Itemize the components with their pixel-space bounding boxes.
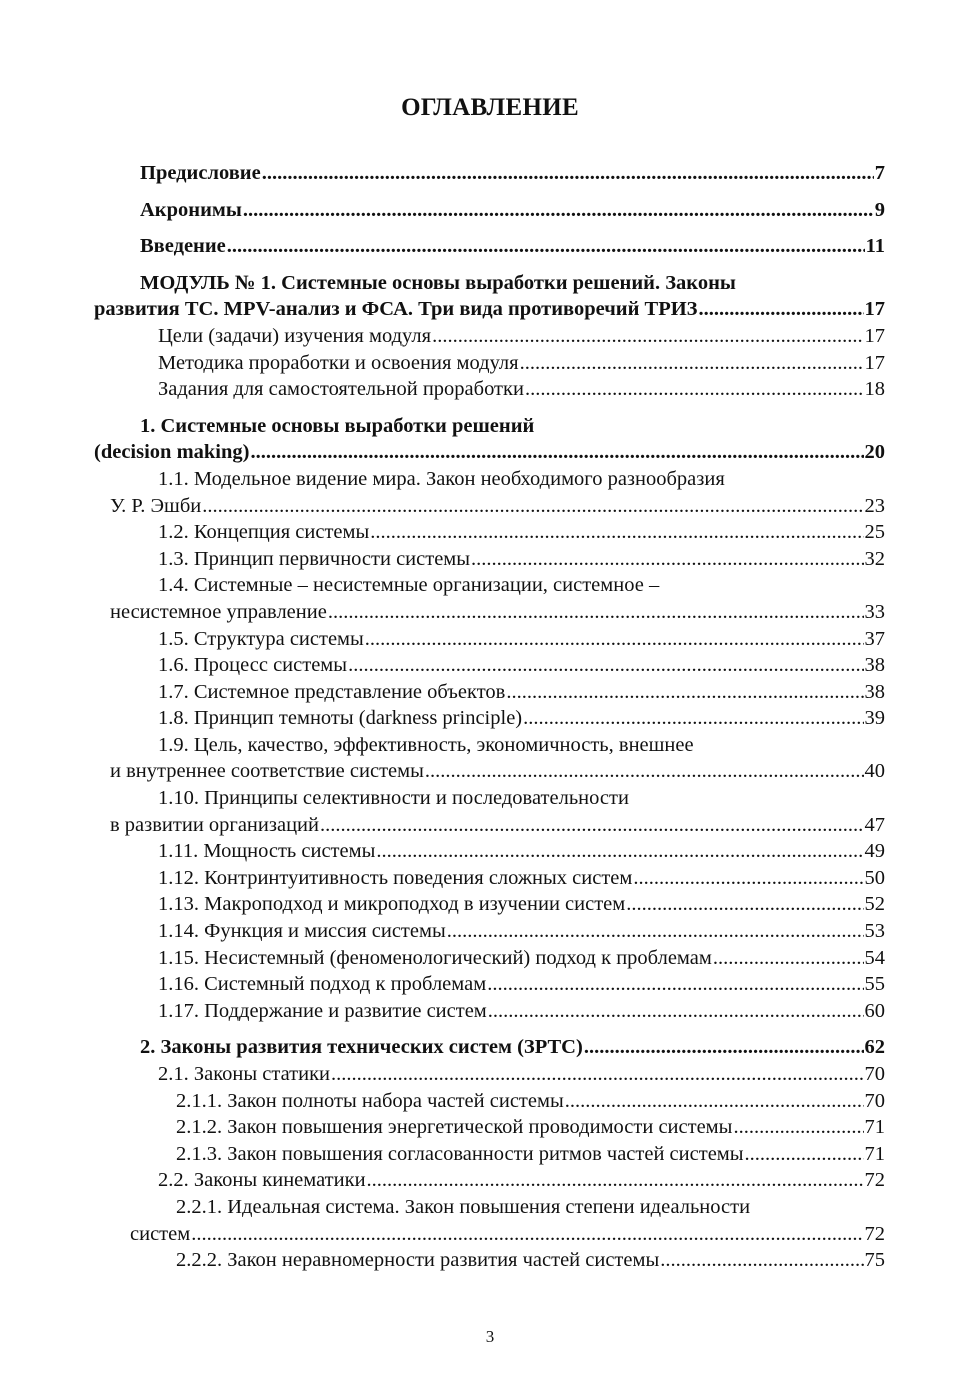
toc-entry-title: 1.2. Концепция системы: [158, 521, 370, 544]
table-of-contents: [0, 160, 980, 1274]
dot-leader: [523, 705, 863, 732]
toc-entry: [0, 572, 980, 625]
toc-entry: [0, 1194, 980, 1247]
toc-entry: [0, 891, 980, 918]
toc-entry: [0, 1061, 980, 1088]
dot-leader: [365, 626, 864, 653]
toc-entry: [0, 838, 980, 865]
toc-page-number: 32: [864, 547, 885, 570]
toc-entry: [0, 350, 980, 377]
toc-entry-title: и внутреннее соответствие системы: [110, 760, 424, 783]
toc-page-number: 62: [864, 1036, 885, 1059]
toc-entry: [0, 1167, 980, 1194]
dot-leader: [370, 519, 863, 546]
toc-page-number: 40: [864, 760, 885, 783]
toc-entry-title: 2.1.2. Закон повышения энергетической проводимости системы: [176, 1116, 733, 1139]
toc-entry-title-first-line: 1.10. Принципы селективности и последовательности: [158, 787, 629, 810]
dot-leader: [432, 323, 863, 350]
toc-entry: [0, 413, 980, 466]
toc-entry-title: несистемное управление: [110, 600, 327, 623]
toc-entry-title: 1.12. Контринтуитивность поведения сложных систем: [158, 866, 633, 889]
toc-entry: [0, 519, 980, 546]
toc-entry-title: Цели (задачи) изучения модуля: [158, 324, 432, 347]
dot-leader: [660, 1247, 863, 1274]
toc-page-number: 9: [874, 198, 885, 221]
toc-entry: [0, 270, 980, 323]
dot-leader: [745, 1141, 864, 1168]
dot-leader: [525, 376, 864, 403]
toc-page-number: 50: [864, 866, 885, 889]
dot-leader: [487, 971, 863, 998]
toc-entry-title: 1.8. Принцип темноты (darkness principle): [158, 707, 523, 730]
toc-entry-title: систем: [130, 1222, 191, 1245]
toc-entry-title: 1.14. Функция и миссия системы: [158, 920, 446, 943]
toc-entry: [0, 732, 980, 785]
toc-page-number: 70: [864, 1089, 885, 1112]
toc-entry: [0, 971, 980, 998]
toc-entry-title-first-line: МОДУЛЬ № 1. Системные основы выработки решений. Законы: [140, 271, 736, 294]
toc-entry-title: У. Р. Эшби: [110, 494, 202, 517]
toc-entry: [0, 546, 980, 573]
toc-entry: [0, 466, 980, 519]
dot-leader: [713, 945, 864, 972]
toc-page-number: 25: [864, 521, 885, 544]
toc-page-number: 20: [864, 441, 885, 464]
dot-leader: [488, 998, 864, 1025]
toc-entry: [0, 1247, 980, 1274]
toc-page-number: 38: [864, 654, 885, 677]
toc-entry: [0, 160, 980, 187]
page-number: 3: [485, 1327, 495, 1346]
toc-page-number: 17: [864, 324, 885, 347]
toc-entry-title: 2.1.3. Закон повышения согласованности ритмов частей системы: [176, 1142, 744, 1165]
toc-entry: [0, 918, 980, 945]
toc-entry: [0, 626, 980, 653]
toc-entry-title: Методика проработки и освоения модуля: [158, 351, 519, 374]
toc-entry-title: 2. Законы развития технических систем (ЗРТС): [140, 1036, 583, 1059]
toc-page-number: 52: [864, 893, 885, 916]
dot-leader: [191, 1221, 863, 1248]
dot-leader: [447, 918, 864, 945]
toc-entry-title: 2.1. Законы статики: [158, 1063, 331, 1085]
toc-entry-title: развития ТС. MPV-анализ и ФСА. Три вида противоречий ТРИЗ: [94, 298, 698, 321]
toc-page-number: 55: [864, 973, 885, 996]
toc-entry: [0, 945, 980, 972]
toc-entry-title: Акронимы: [140, 198, 242, 221]
dot-leader: [520, 350, 864, 377]
toc-entry: [0, 376, 980, 403]
dot-leader: [320, 812, 864, 839]
toc-page-number: 18: [864, 378, 885, 401]
toc-page-number: 17: [864, 351, 885, 374]
toc-entry-title: Предисловие: [140, 162, 261, 184]
dot-leader: [328, 599, 864, 626]
toc-page-number: 38: [864, 680, 885, 703]
dot-leader: [367, 1167, 864, 1194]
toc-entry: [0, 1034, 980, 1061]
toc-entry-title: 1.5. Структура системы: [158, 627, 364, 650]
toc-page-number: 7: [874, 162, 885, 184]
dot-leader: [331, 1061, 863, 1088]
toc-page-number: 37: [864, 627, 885, 650]
toc-entry-title-first-line: 1. Системные основы выработки решений: [140, 414, 535, 437]
toc-entry: [0, 197, 980, 224]
toc-page-number: 75: [864, 1249, 885, 1272]
toc-entry-title: Задания для самостоятельной проработки: [158, 378, 524, 401]
toc-entry: [0, 323, 980, 350]
toc-entry: [0, 652, 980, 679]
dot-leader: [633, 865, 863, 892]
toc-entry-title: 2.2.2. Закон неравномерности развития частей системы: [176, 1249, 660, 1272]
toc-entry-title: 1.6. Процесс системы: [158, 654, 348, 677]
toc-page-number: 47: [864, 813, 885, 836]
dot-leader: [425, 758, 864, 785]
dot-leader: [565, 1088, 864, 1115]
dot-leader: [376, 838, 863, 865]
toc-entry-title-first-line: 1.4. Системные – несистемные организации, системное –: [158, 574, 660, 597]
dot-leader: [626, 891, 863, 918]
toc-entry: [0, 865, 980, 892]
toc-page-number: 53: [864, 920, 885, 943]
toc-entry-title: 2.2. Законы кинематики: [158, 1169, 366, 1192]
dot-leader: [227, 233, 865, 260]
dot-leader: [584, 1034, 864, 1061]
toc-entry: [0, 679, 980, 706]
toc-entry-title-first-line: 1.9. Цель, качество, эффективность, экономичность, внешнее: [158, 733, 694, 756]
toc-page-number: 11: [865, 235, 885, 258]
toc-page-number: 49: [864, 840, 885, 863]
toc-entry-title: 1.17. Поддержание и развитие систем: [158, 999, 487, 1022]
toc-entry-title: (decision making): [94, 441, 250, 464]
toc-entry: [0, 998, 980, 1025]
dot-leader: [202, 493, 863, 520]
toc-page-number: 71: [864, 1116, 885, 1139]
toc-page-number: 70: [864, 1063, 885, 1085]
toc-entry: [0, 785, 980, 838]
toc-page-number: 54: [864, 946, 885, 969]
toc-entry-title: 1.16. Системный подход к проблемам: [158, 973, 487, 996]
page-title: ОГЛАВЛЕНИЕ: [401, 94, 579, 121]
dot-leader: [250, 439, 863, 466]
dot-leader: [262, 160, 874, 187]
toc-page-number: 23: [864, 494, 885, 517]
toc-page-number: 72: [864, 1222, 885, 1245]
toc-entry-title: 1.15. Несистемный (феноменологический) подход к проблемам: [158, 946, 712, 969]
toc-page-number: 39: [864, 707, 885, 730]
toc-entry-title: 2.1.1. Закон полноты набора частей системы: [176, 1089, 564, 1112]
toc-page-number: 72: [864, 1169, 885, 1192]
toc-entry-title-first-line: 2.2.1. Идеальная система. Закон повышения степени идеальности: [176, 1195, 751, 1218]
dot-leader: [733, 1114, 863, 1141]
toc-entry: [0, 1141, 980, 1168]
toc-entry: [0, 1114, 980, 1141]
toc-entry-title: 1.3. Принцип первичности системы: [158, 547, 471, 570]
toc-page-number: 71: [864, 1142, 885, 1165]
dot-leader: [699, 296, 864, 323]
toc-entry-title: 1.11. Мощность системы: [158, 840, 376, 863]
dot-leader: [348, 652, 863, 679]
toc-page-number: 17: [864, 298, 885, 321]
toc-entry: [0, 1088, 980, 1115]
toc-entry-title: Введение: [140, 235, 226, 258]
toc-page-number: 60: [864, 999, 885, 1022]
dot-leader: [506, 679, 863, 706]
toc-entry-title: в развитии организаций: [110, 813, 319, 836]
toc-entry-title: 1.7. Системное представление объектов: [158, 680, 506, 703]
toc-entry: [0, 705, 980, 732]
dot-leader: [243, 197, 874, 224]
dot-leader: [471, 546, 863, 573]
toc-entry: [0, 233, 980, 260]
toc-page-number: 33: [864, 600, 885, 623]
toc-entry-title-first-line: 1.1. Модельное видение мира. Закон необходимого разнообразия: [158, 467, 725, 490]
toc-entry-title: 1.13. Макроподход и микроподход в изучении систем: [158, 893, 626, 916]
